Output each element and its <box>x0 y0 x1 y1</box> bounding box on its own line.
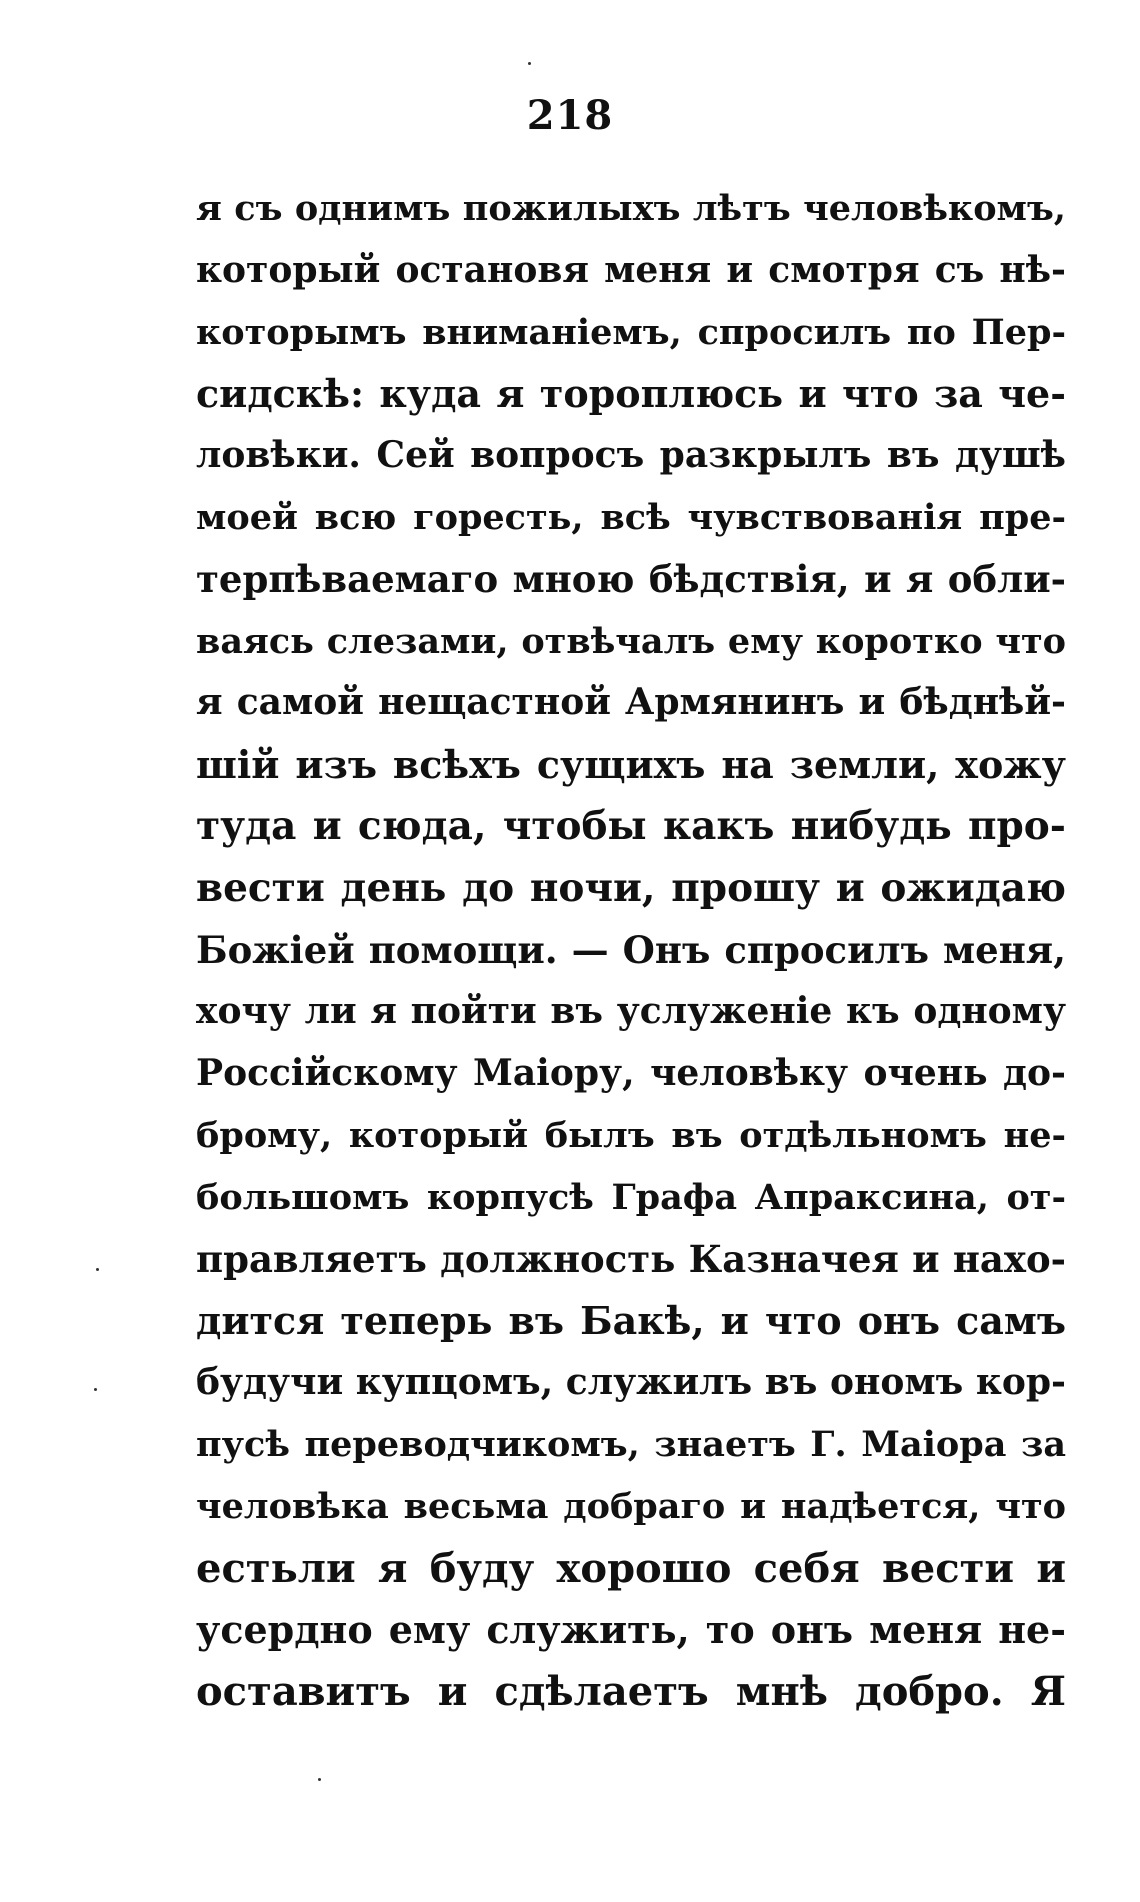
text-line: вести день до ночи, прошу и ожидаю <box>196 864 1066 911</box>
text-line: пусѣ переводчикомъ, знаетъ Г. Маіора за <box>196 1423 1066 1465</box>
body-text <box>196 178 1066 1723</box>
text-line: брому, который былъ въ отдѣльномъ не- <box>196 1114 1066 1156</box>
print-speck <box>528 62 531 65</box>
text-line: Россійскому Маіору, человѣку очень до- <box>196 1052 1066 1095</box>
text-line: Божіей помощи. — Онъ спросилъ меня, <box>196 927 1066 972</box>
text-line: естьли я буду хорошо себя вести и <box>196 1544 1066 1592</box>
text-line: оставитъ и сдѣлаетъ мнѣ добро. Я <box>196 1668 1066 1716</box>
print-speck <box>96 1268 99 1271</box>
text-line: сидскѣ: куда я тороплюсь и что за че- <box>196 371 1066 417</box>
text-line: я съ однимъ пожилыхъ лѣтъ человѣкомъ, <box>196 188 1066 229</box>
page-number: 218 <box>526 92 614 139</box>
text-line: ваясь слезами, отвѣчалъ ему коротко что <box>196 620 1066 662</box>
text-line: который остановя меня и смотря съ нѣ- <box>196 248 1066 291</box>
text-line: ловѣки. Сей вопросъ разкрылъ въ душѣ <box>196 434 1066 477</box>
text-line: хочу ли я пойти въ услуженіе къ одному <box>196 990 1066 1033</box>
text-line: правляетъ должность Казначея и нахо- <box>196 1236 1066 1281</box>
print-speck <box>318 1778 321 1781</box>
text-line: шій изъ всѣхъ сущихъ на земли, хожу <box>196 742 1066 788</box>
text-line: большомъ корпусѣ Графа Апраксина, от- <box>196 1176 1066 1218</box>
text-line: будучи купцомъ, служилъ въ ономъ кор- <box>196 1361 1066 1404</box>
text-line: туда и сюда, чтобы какъ нибудь про- <box>196 802 1066 849</box>
print-speck <box>94 1388 97 1391</box>
text-line: которымъ вниманіемъ, спросилъ по Пер- <box>196 311 1066 353</box>
text-line: моей всю горесть, всѣ чувствованія пре- <box>196 496 1066 538</box>
text-line: дится теперь въ Бакѣ, и что онъ самъ <box>196 1298 1066 1344</box>
text-line: усердно ему служить, то онъ меня не- <box>196 1607 1066 1653</box>
text-line: терпѣваемаго мною бѣдствія, и я обли- <box>196 556 1066 601</box>
text-line: человѣка весьма добраго и надѣется, что <box>196 1485 1066 1527</box>
text-line: я самой нещастной Армянинъ и бѣднѣй- <box>196 681 1066 724</box>
